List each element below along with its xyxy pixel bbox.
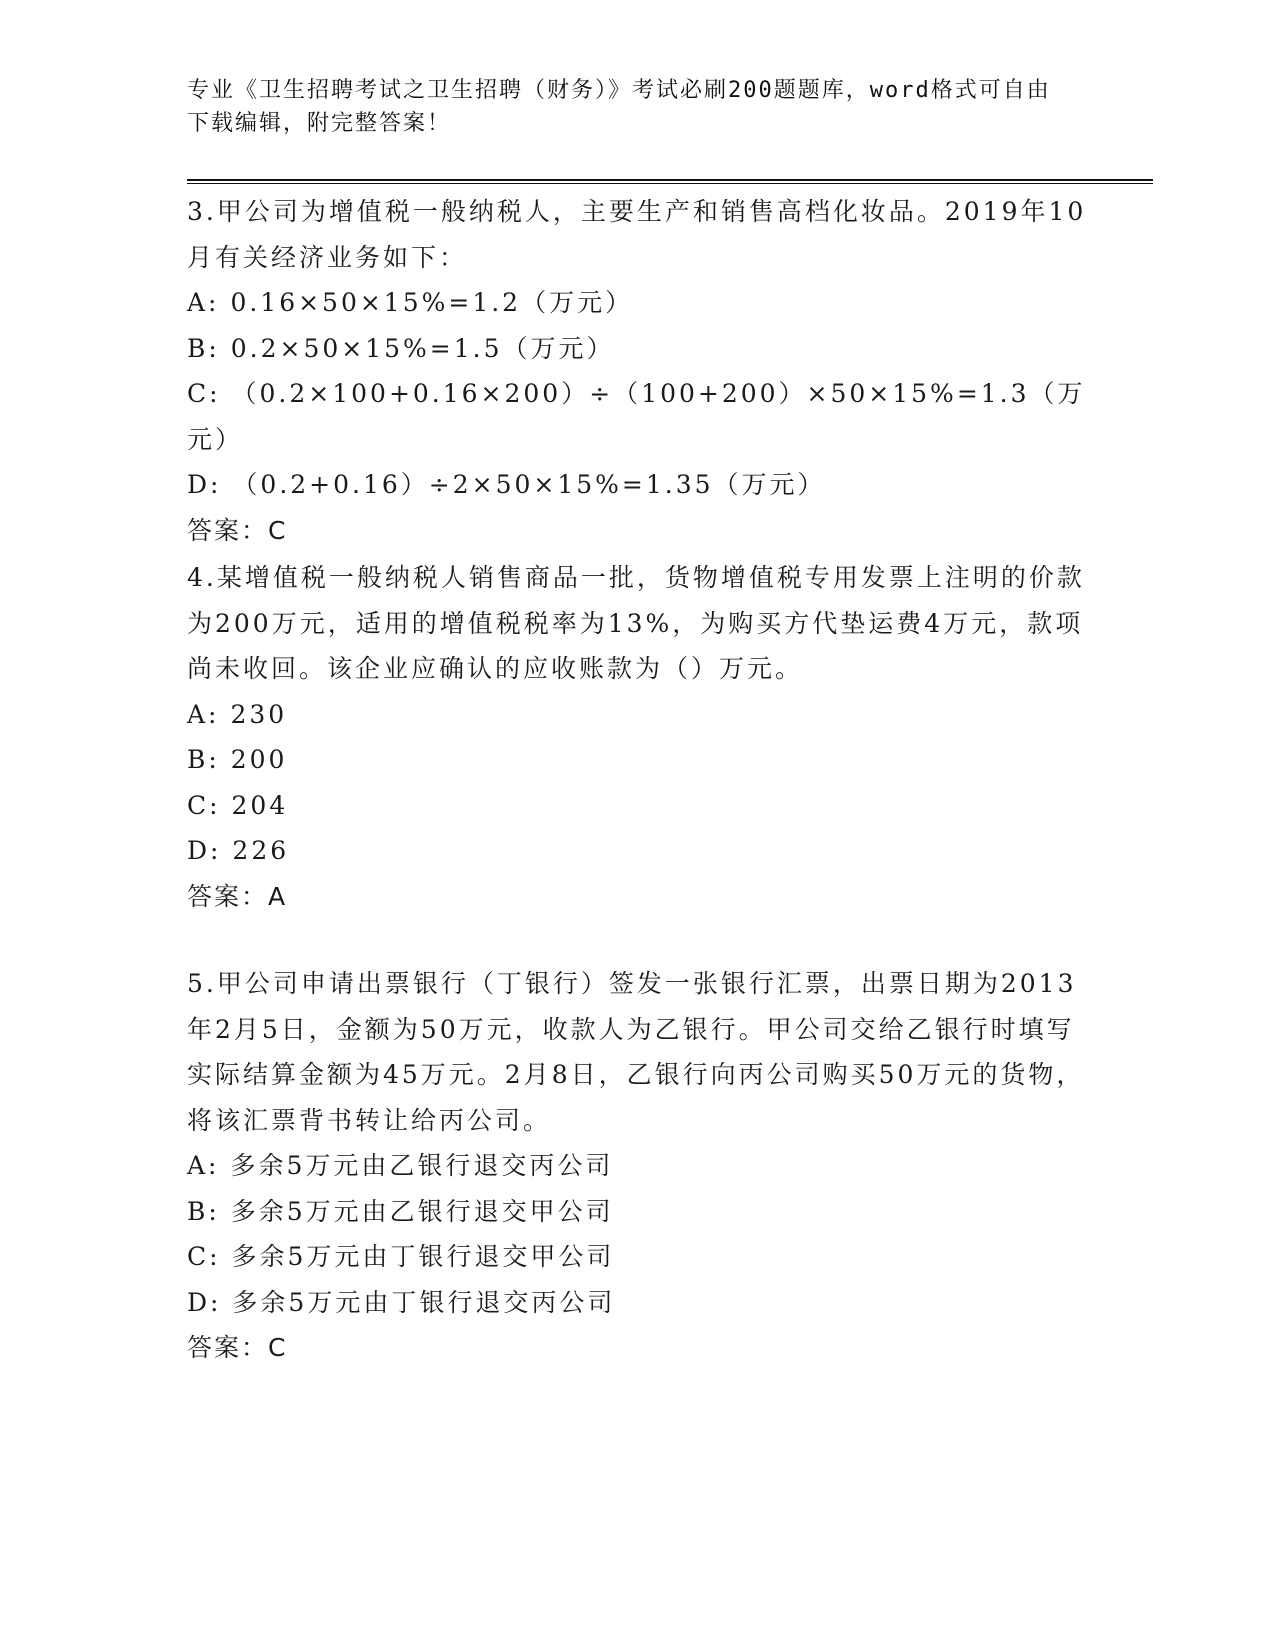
option-value: 多余5万元由乙银行退交丙公司 <box>230 1151 614 1180</box>
option-c <box>187 371 1087 462</box>
option-a <box>187 1143 1087 1189</box>
answer-line: 答案：C <box>187 515 288 545</box>
question-text: 4.某增值税一般纳税人销售商品一批，货物增值税专用发票上注明的价款为200万元，适用的增值税税率为13%，为购买方代垫运费4万元，款项尚未收回。该企业应确认的应收账款为（）万元。 <box>187 563 1085 683</box>
option-value: 204 <box>231 790 289 820</box>
option-value: 230 <box>230 699 288 729</box>
question-4 <box>187 555 1087 919</box>
question-5 <box>187 961 1087 1371</box>
option-a <box>187 692 1087 738</box>
option-d <box>187 1280 1087 1326</box>
option-d <box>187 828 1087 874</box>
answer-line: 答案：C <box>187 1333 288 1362</box>
option-letter: C: <box>187 790 221 820</box>
option-value: 多余5万元由丁银行退交丙公司 <box>232 1287 616 1317</box>
option-letter: A: <box>187 288 220 317</box>
option-value: 226 <box>232 836 290 865</box>
option-c <box>187 1234 1087 1280</box>
option-d <box>187 462 1087 508</box>
option-value: 多余5万元由丁银行退交甲公司 <box>231 1242 615 1271</box>
option-a <box>187 280 1087 326</box>
option-value: 多余5万元由乙银行退交甲公司 <box>230 1196 614 1226</box>
question-text: 5.甲公司申请出票银行（丁银行）签发一张银行汇票，出票日期为2013年2月5日，金额为50万元，收款人为乙银行。甲公司交给乙银行时填写实际结算金额为45万元。2月8日，乙银行向丙公司购买50万元的货物，将该汇票背书转让给丙公司。 <box>187 969 1085 1135</box>
option-b <box>187 326 1087 372</box>
option-letter: D: <box>187 836 222 865</box>
option-letter: B: <box>187 333 220 363</box>
option-letter: D: <box>187 1287 222 1317</box>
question-3 <box>187 189 1087 553</box>
option-b <box>187 1189 1087 1235</box>
option-letter: B: <box>187 1196 220 1226</box>
option-letter: A: <box>187 699 220 729</box>
answer-line: 答案：A <box>187 881 288 911</box>
option-letter: C: <box>187 1242 221 1271</box>
option-letter: D: <box>187 470 222 499</box>
option-value: 0.16×50×15%=1.2（万元） <box>230 288 634 317</box>
option-value: （0.2+0.16）÷2×50×15%=1.35（万元） <box>232 470 826 499</box>
option-c <box>187 783 1087 829</box>
question-text: 3.甲公司为增值税一般纳税人，主要生产和销售高档化妆品。2019年10月有关经济业务如下： <box>187 197 1087 272</box>
option-letter: B: <box>187 745 220 774</box>
document-header: 专业《卫生招聘考试之卫生招聘（财务）》考试必刷200题题库，word格式可自由下载编辑，附完整答案！ <box>187 78 1051 136</box>
option-letter: C: <box>187 379 221 408</box>
option-value: 0.2×50×15%=1.5（万元） <box>230 333 615 363</box>
header-divider-thin <box>187 183 1153 184</box>
option-value: （0.2×100+0.16×200）÷（100+200）×50×15%=1.3（万元） <box>187 379 1086 454</box>
option-value: 200 <box>230 745 288 774</box>
option-letter: A: <box>187 1151 220 1180</box>
header-divider-thick <box>187 179 1153 181</box>
option-b <box>187 737 1087 783</box>
